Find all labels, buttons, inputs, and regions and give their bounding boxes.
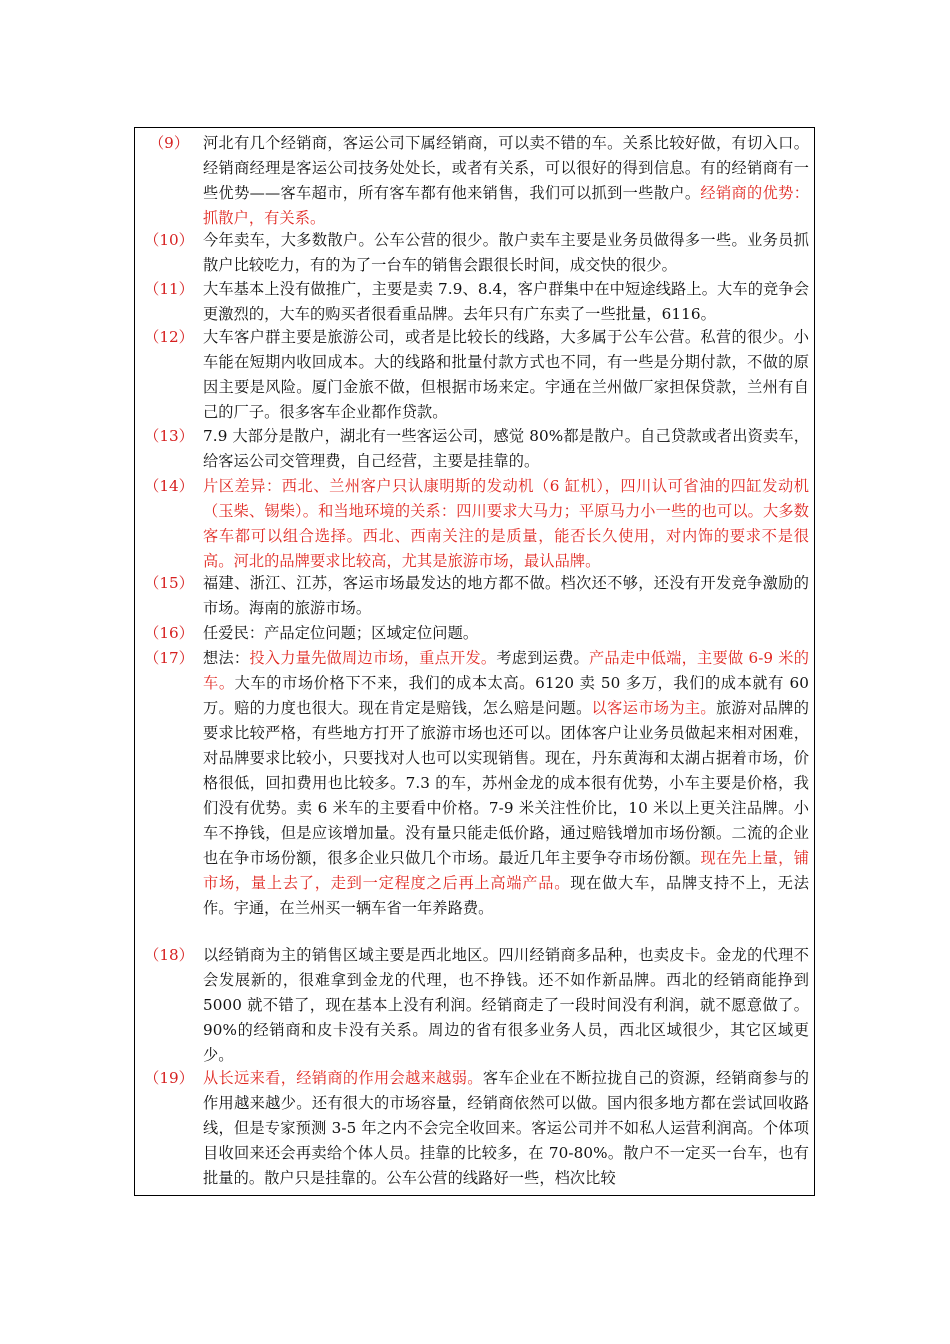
text-segment: 福建、浙江、江苏，客运市场最发达的地方都不做。档次还不够，还没有开发竞争激励的市场。海南的旅游市场。 bbox=[203, 574, 809, 617]
highlight-segment: 经销商的优势：抓散户，有关系。 bbox=[203, 184, 810, 227]
text-segment: 考虑到运费。 bbox=[496, 649, 589, 667]
text-segment: 现在做大车，品牌支持不上，无法作。宇通，在兰州买一辆车省一年养路费。 bbox=[203, 874, 809, 917]
text-segment: 7.9 大部分是散户，湖北有一些客运公司，感觉 80%都是散户。自己贷款或者出资卖车，给客运公司交管理费，自己经营，主要是挂靠的。 bbox=[203, 427, 809, 470]
item-number: （12） bbox=[144, 328, 194, 346]
item-number: （17） bbox=[144, 649, 194, 667]
highlight-segment: 产品走中低端，主要做 6-9 米的车。 bbox=[203, 649, 810, 692]
item-text bbox=[203, 228, 809, 278]
item-text bbox=[203, 943, 809, 1068]
highlight-segment: 现在先上量，铺市场，量上去了，走到一定程度之后再上高端产品。 bbox=[203, 849, 809, 892]
text-segment: 客车企业在不断拉拢自己的资源，经销商参与的作用越来越少。还有很大的市场容量，经销商依然可以做。国内很多地方都在尝试回收路线，但是专家预测 3-5 年之内不会完全收回来。客运公司并不如私人运营利润高。个体项目收回来还会再卖给个体人员。挂靠的比较多，在 70-80%。散户不一定买一台车，也有批量的。散户只是挂靠的。公车公营的线路好一些，档次比较 bbox=[203, 1069, 809, 1187]
item-text bbox=[203, 325, 809, 425]
item-number: （10） bbox=[144, 231, 194, 249]
item-text bbox=[203, 474, 809, 574]
item-number: （11） bbox=[144, 280, 194, 298]
text-segment: 任爱民：产品定位问题；区域定位问题。 bbox=[203, 624, 479, 642]
highlight-segment: 从长远来看，经销商的作用会越来越弱。 bbox=[203, 1069, 483, 1087]
text-segment: 大车客户群主要是旅游公司，或者是比较长的线路，大多属于公车公营。私营的很少。小车能在短期内收回成本。大的线路和批量付款方式也不同，有一些是分期付款，不做的原因主要是风险。厦门金旅不做，但根据市场来定。宇通在兰州做厂家担保贷款，兰州有自己的厂子。很多客车企业都作贷款。 bbox=[203, 328, 809, 421]
item-number: （16） bbox=[144, 624, 194, 642]
text-segment: 以经销商为主的销售区域主要是西北地区。四川经销商多品种，也卖皮卡。金龙的代理不会发展新的，很难拿到金龙的代理，也不挣钱。还不如作新品牌。西北的经销商能挣到 5000 就不错了，现在基本上没有利润。经销商走了一段时间没有利润，就不愿意做了。90%的经销商和皮卡没有关系。周边的省有很多业务人员，西北区域很少，其它区域更少。 bbox=[203, 946, 809, 1064]
item-text bbox=[203, 131, 809, 231]
item-text bbox=[203, 1066, 809, 1191]
item-number: （13） bbox=[144, 427, 194, 445]
item-number: （15） bbox=[144, 574, 194, 592]
item-text bbox=[203, 277, 809, 327]
item-text bbox=[203, 571, 809, 621]
highlight-segment: 投入力量先做周边市场，重点开发。 bbox=[249, 649, 497, 667]
item-number: （9） bbox=[148, 134, 190, 152]
highlight-segment: 以客运市场为主。 bbox=[591, 699, 716, 717]
text-segment: 河北有几个经销商，客运公司下属经销商，可以卖不错的车。关系比较好做，有切入口。经销商经理是客运公司技务处处长，或者有关系，可以很好的得到信息。有的经销商有一些优势——客车超市，所有客车都有他来销售，我们可以抓到一些散户。 bbox=[203, 134, 809, 202]
text-segment: 今年卖车，大多数散户。公车公营的很少。散户卖车主要是业务员做得多一些。业务员抓散户比较吃力，有的为了一台车的销售会跟很长时间，成交快的很少。 bbox=[203, 231, 809, 274]
notes-table-frame bbox=[134, 127, 815, 1196]
item-number: （18） bbox=[144, 946, 194, 964]
text-segment: 旅游对品牌的要求比较严格，有些地方打开了旅游市场也还可以。团体客户让业务员做起来相对困难，对品牌要求比较小，只要找对人也可以实现销售。现在，丹东黄海和太湖占据着市场，价格很低，回扣费用也比较多。7.3 的车，苏州金龙的成本很有优势，小车主要是价格，我们没有优势。卖 6 米车的主要看中价格。7-9 米关注性价比，10 米以上更关注品牌。小车不挣钱，但是应该增加量。没有量只能走低价路，通过赔钱增加市场份额。二流的企业也在争市场份额，很多企业只做几个市场。最近几年主要争夺市场份额。 bbox=[203, 699, 809, 867]
text-segment: 大车的市场价格下不来，我们的成本太高。6120 卖 50 多万，我们的成本就有 60 万。赔的力度也很大。现在肯定是赔钱，怎么赔是问题。 bbox=[203, 674, 810, 717]
item-text bbox=[203, 646, 809, 921]
text-segment: 想法： bbox=[203, 649, 250, 667]
item-number: （19） bbox=[144, 1069, 194, 1087]
item-number: （14） bbox=[144, 477, 194, 495]
highlight-segment: 片区差异：西北、兰州客户只认康明斯的发动机（6 缸机），四川认可省油的四缸发动机（玉柴、锡柴）。和当地环境的关系：四川要求大马力；平原马力小一些的也可以。大多数客车都可以组合选择。西北、西南关注的是质量，能否长久使用，对内饰的要求不是很高。河北的品牌要求比较高，尤其是旅游市场，最认品牌。 bbox=[203, 477, 809, 570]
item-text bbox=[203, 621, 809, 646]
item-text bbox=[203, 424, 809, 474]
text-segment: 大车基本上没有做推广，主要是卖 7.9、8.4，客户群集中在中短途线路上。大车的竞争会更激烈的，大车的购买者很看重品牌。去年只有广东卖了一些批量，6116。 bbox=[203, 280, 809, 323]
